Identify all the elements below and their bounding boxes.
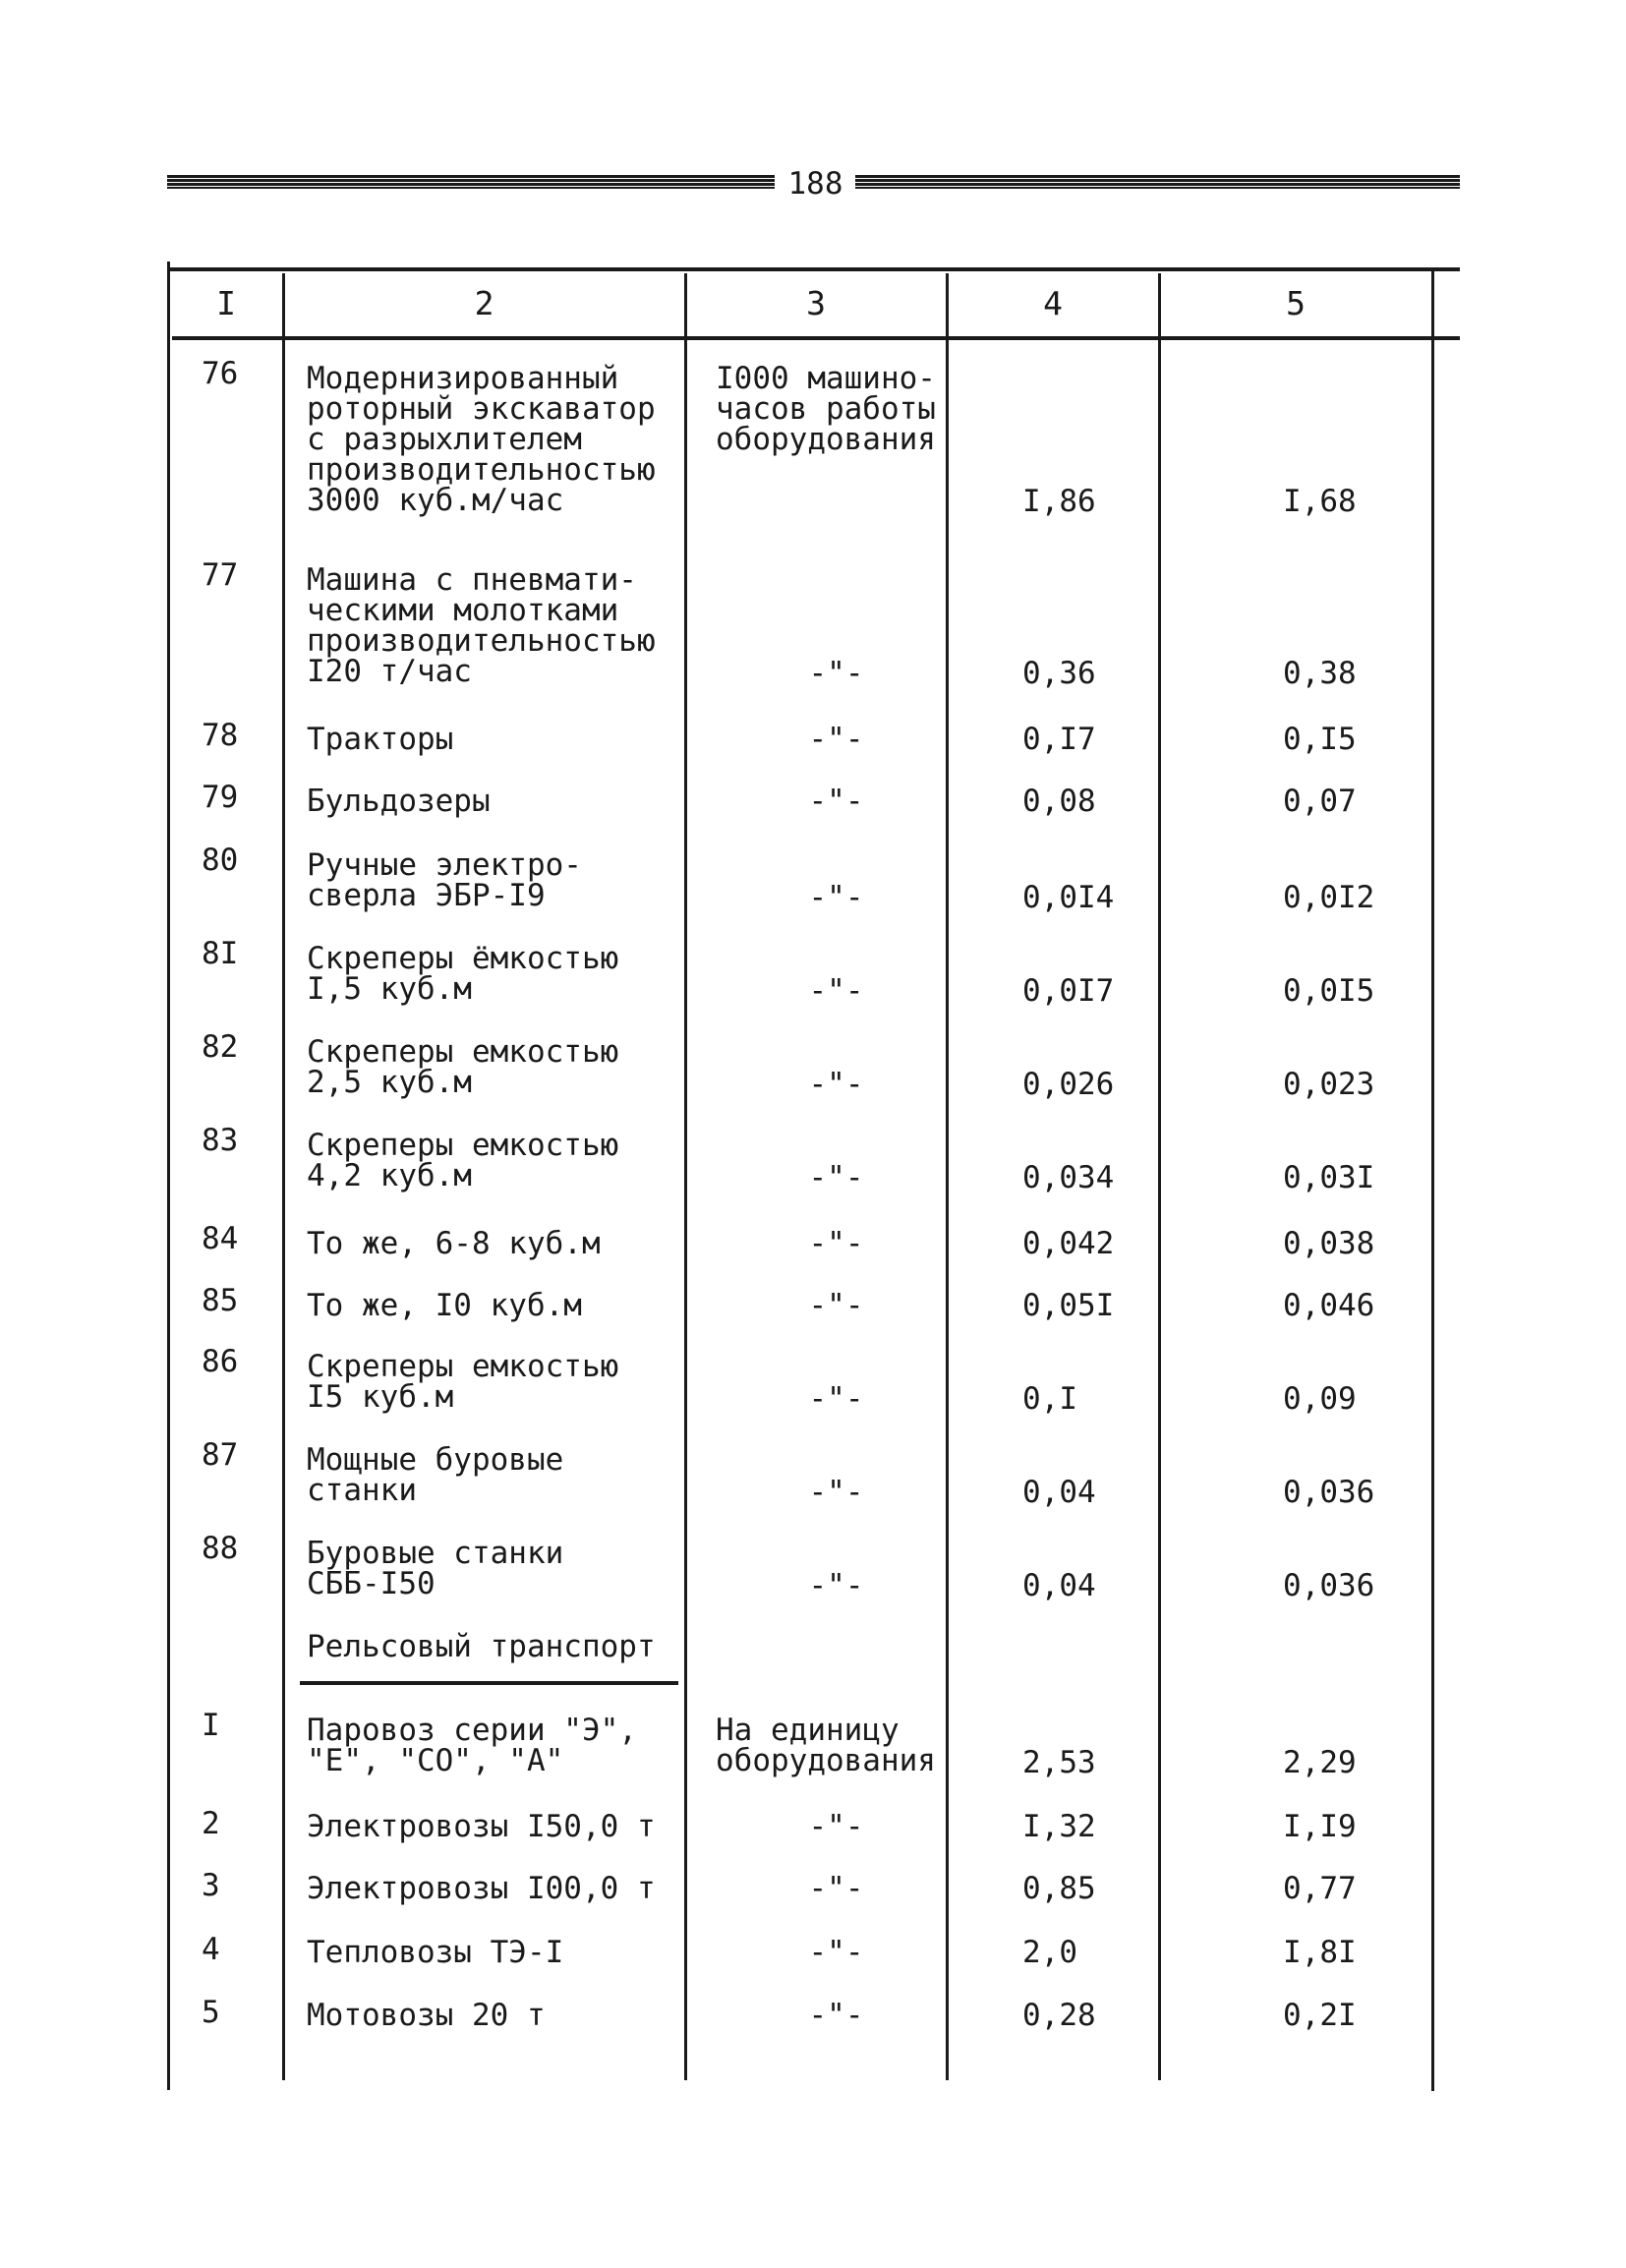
rail-row-unit: -"- [808, 1998, 864, 2033]
rail-row-unit: -"- [808, 1871, 864, 1906]
row-unit: I000 машино- часов работы оборудования [716, 361, 936, 457]
row-unit: -"- [808, 1226, 864, 1261]
row-number: 85 [202, 1283, 239, 1318]
header-col-5: 5 [1286, 284, 1306, 322]
page-header [167, 167, 1460, 201]
rail-row-name: Электровозы I00,0 т [307, 1871, 656, 1906]
rail-row-name: Тепловозы ТЭ-I [307, 1935, 564, 1970]
row-value-col4: 0,0I7 [1022, 973, 1115, 1009]
rail-row-unit: -"- [808, 1809, 864, 1844]
row-number: 84 [202, 1221, 239, 1256]
rail-row-value-col5: 0,2I [1283, 1998, 1357, 2033]
rail-row-value-col4: 2,0 [1022, 1935, 1077, 1970]
row-value-col4: 0,034 [1022, 1160, 1115, 1195]
column-line-1 [282, 273, 285, 2080]
rail-row-number: 2 [202, 1806, 220, 1841]
row-value-col5: 0,046 [1283, 1288, 1375, 1323]
header-col-2: 2 [474, 284, 494, 322]
row-value-col4: 0,I7 [1022, 722, 1096, 757]
row-unit: -"- [808, 722, 864, 757]
row-name: Машина с пневмати- ческими молотками производительностью I20 т/час [307, 562, 656, 689]
rail-row-number: 5 [202, 1995, 220, 2030]
rail-row-name: Мотовозы 20 т [307, 1998, 546, 2033]
rail-row-number: I [202, 1708, 220, 1743]
row-number: 80 [202, 843, 239, 878]
row-name: Скреперы емкостью 4,2 куб.м [307, 1128, 619, 1193]
row-name: Ручные электро- сверла ЭБР-I9 [307, 847, 582, 913]
rail-row-value-col4: 0,85 [1022, 1871, 1096, 1906]
row-unit: -"- [808, 1288, 864, 1323]
row-value-col5: 0,023 [1283, 1067, 1375, 1102]
row-value-col4: 0,36 [1022, 656, 1096, 691]
row-value-col4: 0,08 [1022, 784, 1096, 819]
header-rule-left [167, 175, 775, 189]
row-number: 78 [202, 718, 239, 753]
table-top-rule [167, 267, 1460, 271]
row-value-col4: 0,I [1022, 1381, 1077, 1417]
row-value-col4: 0,04 [1022, 1475, 1096, 1510]
row-value-col4: 0,0I4 [1022, 880, 1115, 915]
row-unit: -"- [808, 1475, 864, 1510]
row-value-col5: 0,38 [1283, 656, 1357, 691]
row-unit: -"- [808, 1381, 864, 1417]
row-unit: -"- [808, 784, 864, 819]
row-name: Тракторы [307, 722, 454, 757]
rail-row-name: Паровоз серии "Э", "Е", "СО", "А" [307, 1713, 637, 1778]
row-value-col5: 0,036 [1283, 1568, 1375, 1603]
row-unit: -"- [808, 973, 864, 1009]
header-rule-right [855, 175, 1460, 189]
row-value-col5: 0,0I2 [1283, 880, 1375, 915]
row-number: 86 [202, 1344, 239, 1379]
header-col-3: 3 [806, 284, 826, 322]
row-number: 76 [202, 356, 239, 391]
row-value-col5: 0,07 [1283, 784, 1357, 819]
header-bottom-rule [172, 336, 1460, 340]
header-col-1: I [216, 284, 236, 322]
rail-row-unit: На единицу оборудования [716, 1713, 936, 1778]
row-number: 77 [202, 557, 239, 593]
rail-row-value-col4: 0,28 [1022, 1998, 1096, 2033]
row-value-col5: 0,036 [1283, 1475, 1375, 1510]
row-name: Скреперы емкостью 2,5 куб.м [307, 1034, 619, 1100]
row-name: Бульдозеры [307, 784, 491, 819]
rail-row-value-col5: 2,29 [1283, 1745, 1357, 1780]
row-unit: -"- [808, 1160, 864, 1195]
row-value-col4: 0,026 [1022, 1067, 1115, 1102]
rail-row-number: 4 [202, 1932, 220, 1967]
row-name: Буровые станки СББ-I50 [307, 1536, 564, 1601]
row-name: Скреперы емкостью I5 куб.м [307, 1349, 619, 1415]
row-unit: -"- [808, 1067, 864, 1102]
rail-row-value-col4: 2,53 [1022, 1745, 1096, 1780]
header-col-4: 4 [1043, 284, 1063, 322]
rail-row-name: Электровозы I50,0 т [307, 1809, 656, 1844]
rail-row-unit: -"- [808, 1935, 864, 1970]
row-value-col5: 0,03I [1283, 1160, 1375, 1195]
row-unit: -"- [808, 880, 864, 915]
row-number: 8I [202, 936, 239, 971]
row-value-col4: 0,04 [1022, 1568, 1096, 1603]
row-number: 88 [202, 1531, 239, 1566]
row-name: Мощные буровые станки [307, 1442, 564, 1508]
row-number: 83 [202, 1123, 239, 1158]
row-number: 79 [202, 780, 239, 815]
row-value-col4: 0,042 [1022, 1226, 1115, 1261]
rail-row-value-col5: 0,77 [1283, 1871, 1357, 1906]
rail-row-value-col5: I,8I [1283, 1935, 1357, 1970]
row-value-col5: 0,038 [1283, 1226, 1375, 1261]
row-value-col4: 0,05I [1022, 1288, 1115, 1323]
row-value-col5: 0,I5 [1283, 722, 1357, 757]
row-number: 87 [202, 1437, 239, 1473]
row-value-col5: 0,09 [1283, 1381, 1357, 1417]
row-value-col5: 0,0I5 [1283, 973, 1375, 1009]
page-number: 188 [787, 166, 843, 202]
rail-row-value-col5: I,I9 [1283, 1809, 1357, 1844]
row-unit: -"- [808, 656, 864, 691]
row-value-col5: I,68 [1283, 484, 1357, 519]
rail-row-value-col4: I,32 [1022, 1809, 1096, 1844]
section-title-underline [300, 1681, 678, 1685]
section-title: Рельсовый транспорт [307, 1629, 656, 1664]
row-value-col4: I,86 [1022, 484, 1096, 519]
row-unit: -"- [808, 1568, 864, 1603]
column-line-5 [1431, 267, 1434, 2091]
row-name: Модернизированный роторный экскаватор с разрыхлителем производительностью 3000 куб.м/час [307, 361, 656, 518]
column-line-0 [167, 262, 170, 2090]
row-number: 82 [202, 1029, 239, 1065]
rail-row-number: 3 [202, 1868, 220, 1903]
row-name: Скреперы ёмкостью I,5 куб.м [307, 941, 619, 1007]
row-name: То же, 6-8 куб.м [307, 1226, 601, 1261]
row-name: То же, I0 куб.м [307, 1288, 582, 1323]
